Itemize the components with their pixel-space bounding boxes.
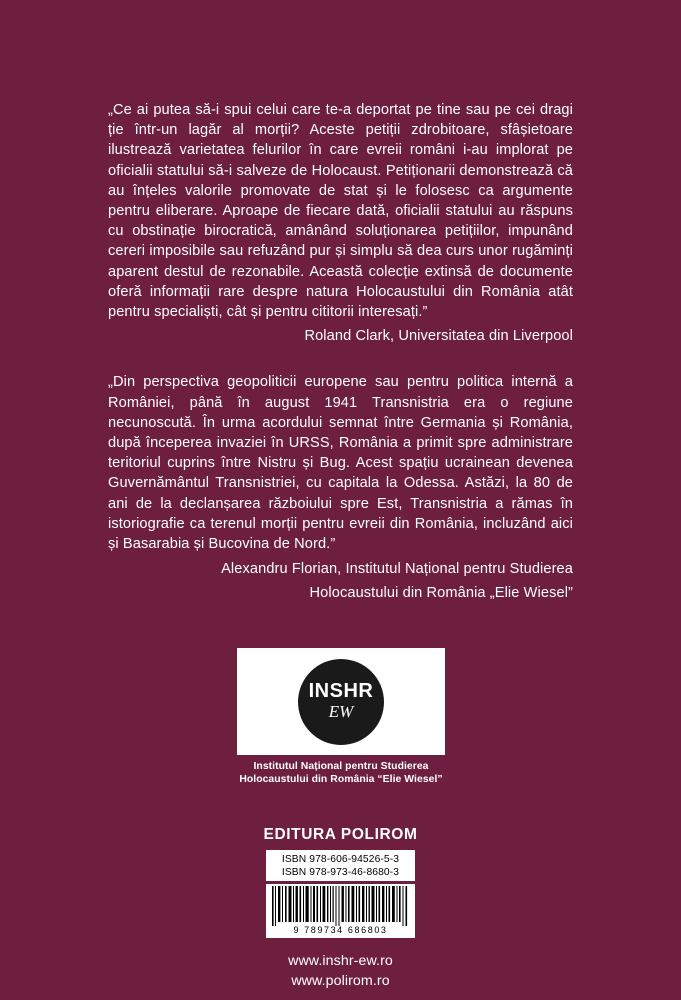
institute-logo-caption-line2: Holocaustului din România “Elie Wiesel” [239,774,443,785]
blurb-text-2: „Din perspectiva geopoliticii europene sau pentru politica internă a României, până în august 1941 Transnistria era o regiune necunoscută. În urma acordului semnat între Germania și România, după începerea invaziei în URSS, România a primit spre administrare teritoriul cuprins între Nistru și Bug. Acest spațiu ucrainean devenea Guvernământul Transnistriei, cu capitala la Odessa. Astăzi, la 80 de ani de la declanșarea războiului spre Est, Transnistria a rămas în istoriografie ca terenul morții pentru evreii din România, incluzând aici și Basarabia și Bucovina de Nord.” [108,374,573,553]
institute-logo-block [237,648,445,786]
institute-logo-acronym: INSHR [308,680,374,703]
url-inshr[interactable]: www.inshr-ew.ro [288,953,393,970]
barcode-block [266,884,415,938]
institute-logo-circle-icon [298,659,384,745]
isbn-box [266,850,415,881]
institute-logo-box [237,648,445,755]
blurb-text-1: „Ce ai putea să-i spui celui care te-a deportat pe tine sau pe cei dragi ție într-un lagăr al morții? Aceste petiții zdrobitoare, sfâșietoare ilustrează varietatea felurilor în care evreii români i-au implorat pe oficialii statului să-i salveze de Holocaust. Petiționarii demonstrează că au înțeles valorile promovate de stat și le folosesc ca argumente pentru eliberare. Aproape de fiecare dată, oficialii statului au răspuns cu obstinație birocratică, amânând soluționarea petițiilor, impunând cereri imposibile sau refuzând pur și simplu să dea curs unor rugăminți aparent destul de rezonabile. Această colecție extinsă de documente oferă informații rare despre natura Holocaustului din România atât pentru specialiști, cât și pentru cititorii interesați.” [108,102,573,321]
website-links [0,951,681,991]
blurb-section [108,100,573,604]
url-polirom[interactable]: www.polirom.ro [291,973,390,990]
footer-section [0,826,681,992]
isbn-line-2: ISBN 978-973-46-8680-3 [281,867,400,879]
blurb-attribution-2-line1: Alexandru Florian, Institutul Național pentru Studierea [221,561,573,578]
blurb-attribution-1: Roland Clark, Universitatea din Liverpool [304,328,573,345]
isbn-line-1: ISBN 978-606-94526-5-3 [281,854,400,865]
blurb-attribution-2-line2: Holocaustului din România „Elie Wiesel” [309,585,573,602]
institute-logo-caption [237,760,445,786]
institute-logo-subacronym: EW [328,702,354,722]
publisher-name: EDITURA POLIROM [263,826,418,843]
barcode-digits: 9 789734 686803 [293,925,388,936]
institute-logo-caption-line1: Institutul Național pentru Studierea [253,761,429,772]
barcode-icon [272,886,409,926]
